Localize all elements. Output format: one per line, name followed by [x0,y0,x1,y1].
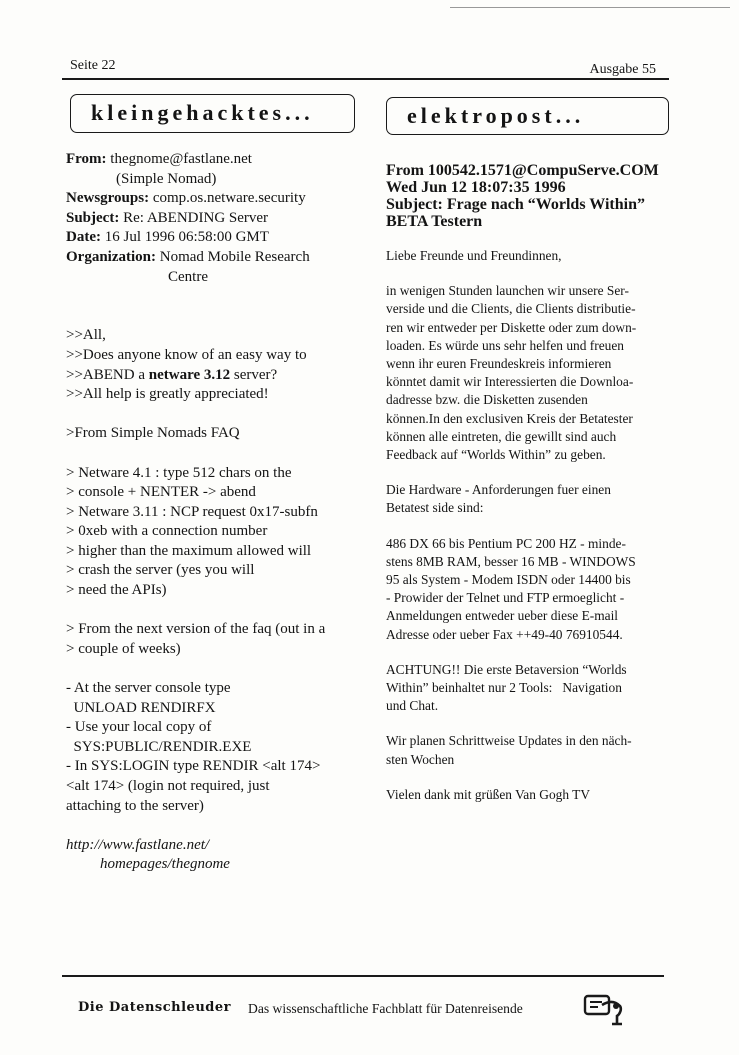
quote-line: >>All, [66,327,106,344]
quote-line: >>ABEND a netware 3.12 server? [66,366,278,383]
email-subject-2: BETA Testern [386,213,483,230]
right-column [386,162,676,804]
faq-line: > need the APIs) [66,582,167,599]
faq-line: > Netware 3.11 : NCP request 0x17-subfn [66,503,318,520]
from-line: From: thegnome@fastlane.net [66,151,252,167]
section-title-right: elektropost... [386,97,669,135]
paragraph-line: 486 DX 66 bis Pentium PC 200 HZ - minde- [386,535,626,551]
faq-line: > crash the server (yes you will [66,562,255,579]
paragraph-line: können.In den exclusiven Kreis der Betatester [386,410,633,426]
subject-line: Subject: Re: ABENDING Server [66,209,269,226]
newsgroups-line: Newsgroups: comp.os.netware.security [66,190,306,207]
paragraph-line: ren wir entweder per Diskette oder zum down- [386,319,637,335]
closing-line: Vielen dank mit grüßen Van Gogh TV [386,786,590,802]
step-line: - Use your local copy of [66,719,212,736]
from-name: (Simple Nomad) [116,170,217,187]
next-version-line: > couple of weeks) [66,640,181,657]
paragraph-line: wenn ihr euren Freundeskreis informieren [386,356,612,372]
homepage-url: http://www.fastlane.net/ [66,836,210,853]
footer-tagline: Das wissenschaftliche Fachblatt für Datenreisende [248,1001,523,1016]
step-line: - At the server console type [66,680,231,697]
step-line: attaching to the server) [66,797,204,814]
paragraph-line: Betatest side sind: [386,500,484,516]
issue-number: Ausgabe 55 [589,62,656,77]
paragraph-line: sten Wochen [386,751,455,767]
paragraph-line: dadresse bzw. die Disketten zusenden [386,392,588,408]
paragraph-line: ACHTUNG!! Die erste Betaversion “Worlds [386,661,627,677]
paragraph-line: Within” beinhaltet nur 2 Tools: Navigation [386,680,622,696]
step-line: <alt 174> (login not required, just [66,778,270,794]
header-rule [62,78,669,80]
faq-intro: >From Simple Nomads FAQ [66,425,240,442]
top-scan-line [450,7,730,8]
quote-line: >>All help is greatly appreciated! [66,386,269,403]
paragraph-line: verside und die Clients, die Clients distributie- [386,301,636,317]
paragraph-line: Feedback auf “Worlds Within” zu geben. [386,447,606,463]
next-version-line: > From the next version of the faq (out in a [66,621,326,638]
date-line: Date: 16 Jul 1996 06:58:00 GMT [66,229,269,246]
step-line: SYS:PUBLIC/RENDIR.EXE [66,738,252,755]
step-line: - In SYS:LOGIN type RENDIR <alt 174> [66,758,321,775]
page-number: Seite 22 [70,58,116,73]
faq-line: > Netware 4.1 : type 512 chars on the [66,464,292,481]
masthead-logo: Die Datenschleuder [78,1000,231,1015]
homepage-url-path: homepages/thegnome [100,856,230,873]
paragraph-line: Wir planen Schrittweise Updates in den näch- [386,733,632,749]
paragraph-line: könntet damit wir Interessierten die Downloa- [386,374,634,390]
paragraph-line: und Chat. [386,698,439,714]
paragraph-line: 95 als System - Modem ISDN oder 14400 bis [386,572,631,588]
greeting: Liebe Freunde und Freundinnen, [386,248,562,263]
paragraph-line: in wenigen Stunden launchen wir unsere Ser- [386,283,629,299]
paragraph-line: Die Hardware - Anforderungen fuer einen [386,482,611,498]
section-title-left: kleingehacktes... [70,94,355,133]
faq-line: > higher than the maximum allowed will [66,542,312,559]
paragraph-line: - Prowider der Telnet und FTP ermoeglicht - [386,590,625,606]
organization-line: Organization: Nomad Mobile Research [66,248,310,265]
paragraph-line: Adresse oder ueber Fax ++49-40 76910544. [386,626,623,642]
footer-rule [62,975,664,977]
email-subject: Subject: Frage nach “Worlds Within” [386,196,645,213]
faq-line: > 0xeb with a connection number [66,523,268,540]
step-line: UNLOAD RENDIRFX [66,699,216,716]
left-column [66,150,366,875]
organization-line-2: Centre [168,268,208,285]
paragraph-line: Anmeldungen entweder ueber diese E-mail [386,608,619,624]
paragraph-line: loaden. Es würde uns sehr helfen und freuen [386,337,624,353]
faq-line: > console + NENTER -> abend [66,484,256,501]
email-from: From 100542.1571@CompuServe.COM [386,162,659,179]
paragraph-line: können alle eintreten, die gewillt sind auch [386,428,617,444]
email-date: Wed Jun 12 18:07:35 1996 [386,179,566,196]
paragraph-line: stens 8MB RAM, besser 16 MB - WINDOWS [386,553,636,569]
chaos-knot-icon [582,990,630,1035]
quote-line: >>Does anyone know of an easy way to [66,346,307,363]
